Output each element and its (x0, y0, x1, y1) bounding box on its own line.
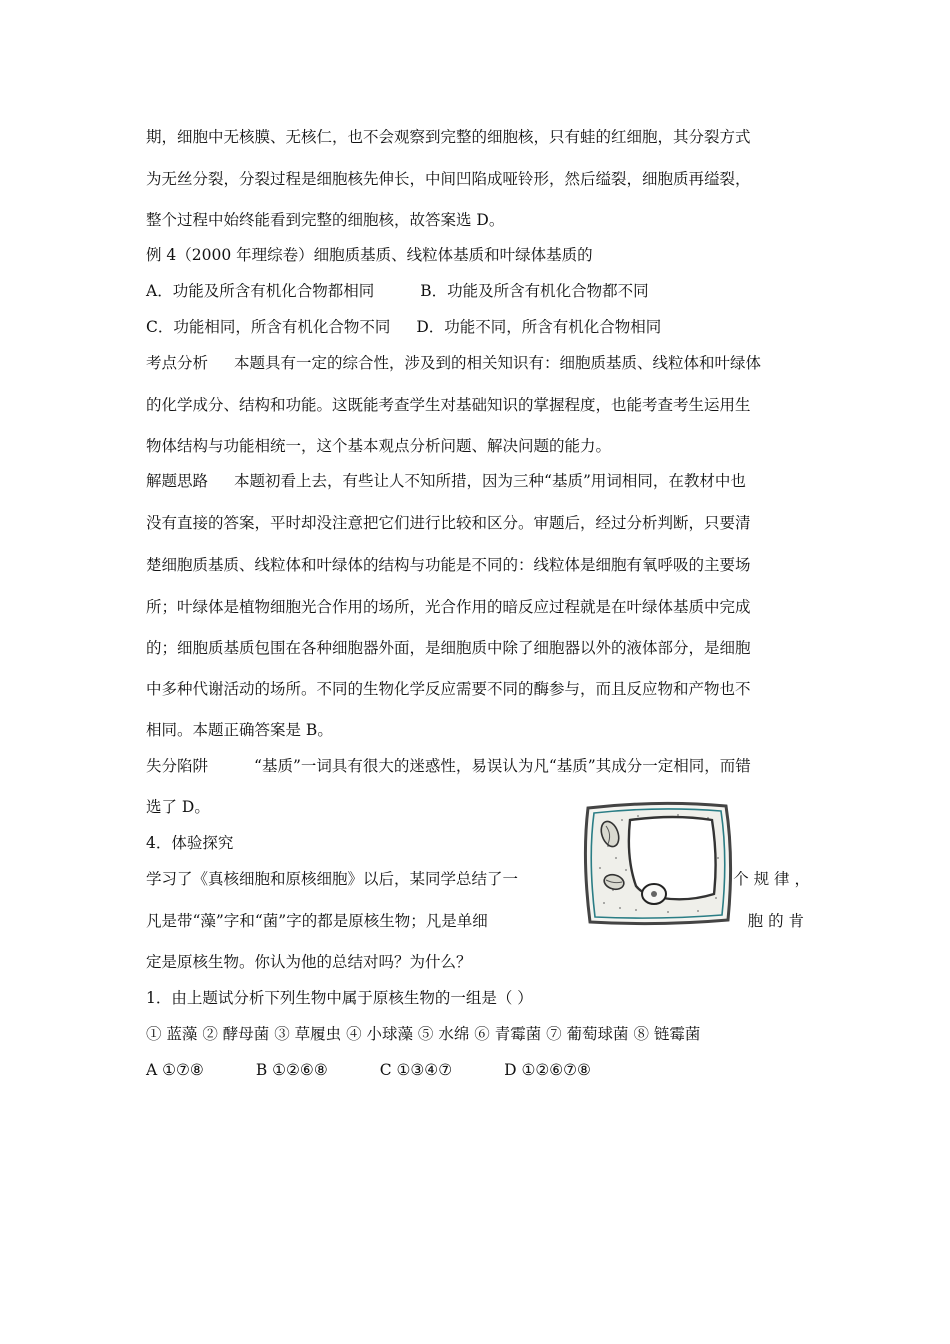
plant-cell-illustration (578, 798, 738, 928)
text-line: 所；叶绿体是植物细胞光合作用的场所，光合作用的暗反应过程就是在叶绿体基质中完成 (146, 598, 751, 616)
question-line: 定是原核生物。你认为他的总结对吗？为什么？ (146, 953, 472, 971)
example-heading: 例 4（2000 年理综卷）细胞质基质、线粒体基质和叶绿体基质的 (146, 246, 593, 264)
answer-d: D ①②⑥⑦⑧ (504, 1061, 591, 1079)
nucleolus (651, 891, 657, 897)
option-row (146, 281, 649, 301)
text-line: 物体结构与功能相统一，这个基本观点分析问题、解决问题的能力。 (146, 437, 612, 455)
text-line: 楚细胞质基质、线粒体和叶绿体的结构与功能是不同的：线粒体是细胞有氧呼吸的主要场 (146, 556, 751, 574)
text-line: 学习了《真核细胞和原核细胞》以后，某同学总结了一 个 规 律 ， (146, 870, 810, 888)
section-heading: 4．体验探究 (146, 834, 234, 852)
section-label: 解题思路 (146, 472, 209, 490)
answer-b: B ①②⑥⑧ (255, 1061, 328, 1079)
solution-line: 解题思路 本题初看上去，有些让人不知所措，因为三种“基质”用词相同，在教材中也 (146, 472, 746, 490)
pitfall-line: 失分陷阱 “基质”一词具有很大的迷惑性，易误认为凡“基质”其成分一定相同，而错 (146, 757, 751, 775)
text-line: 没有直接的答案，平时却没注意把它们进行比较和区分。审题后，经过分析判断，只要清 (146, 514, 751, 532)
vacuole (629, 817, 716, 899)
text-line: 凡是带“藻”字和“菌”字的都是原核生物；凡是单细 胞 的 肯 (146, 912, 804, 930)
text-line: 中多种代谢活动的场所。不同的生物化学反应需要不同的酶参与，而且反应物和产物也不 (146, 680, 751, 698)
section-label: 考点分析 (146, 354, 209, 372)
question-line: 1．由上题试分析下列生物中属于原核生物的一组是（ ） (146, 989, 533, 1007)
text-line: 相同。本题正确答案是 B。 (146, 721, 333, 739)
option-c: C．功能相同，所含有机化合物不同 (146, 318, 391, 336)
text-line: 选了 D。 (146, 798, 210, 816)
option-d: D．功能不同，所含有机化合物相同 (416, 318, 662, 336)
text-line: 为无丝分裂，分裂过程是细胞核先伸长，中间凹陷成哑铃形，然后缢裂，细胞质再缢裂， (146, 170, 751, 188)
answer-options (146, 1060, 591, 1080)
text-line: 期，细胞中无核膜、无核仁，也不会观察到完整的细胞核，只有蛙的红细胞，其分裂方式 (146, 128, 751, 146)
option-b: B．功能及所含有机化合物都不同 (420, 282, 649, 300)
analysis-line: 考点分析 本题具有一定的综合性，涉及到的相关知识有：细胞质基质、线粒体和叶绿体 (146, 354, 762, 372)
answer-a: A ①⑦⑧ (146, 1061, 204, 1079)
text-line: 的化学成分、结构和功能。这既能考查学生对基础知识的掌握程度，也能考查考生运用生 (146, 396, 751, 414)
answer-c: C ①③④⑦ (379, 1061, 453, 1079)
organism-list: ① 蓝藻 ② 酵母菌 ③ 草履虫 ④ 小球藻 ⑤ 水绵 ⑥ 青霉菌 ⑦ 葡萄球菌 ⑧ 链霉菌 (146, 1025, 701, 1043)
text-line: 的；细胞质基质包围在各种细胞器外面，是细胞质中除了细胞器以外的液体部分，是细胞 (146, 639, 751, 657)
option-a: A．功能及所含有机化合物都相同 (146, 282, 375, 300)
option-row (146, 317, 661, 337)
text-line: 整个过程中始终能看到完整的细胞核，故答案选 D。 (146, 211, 505, 229)
section-label: 失分陷阱 (146, 757, 209, 775)
